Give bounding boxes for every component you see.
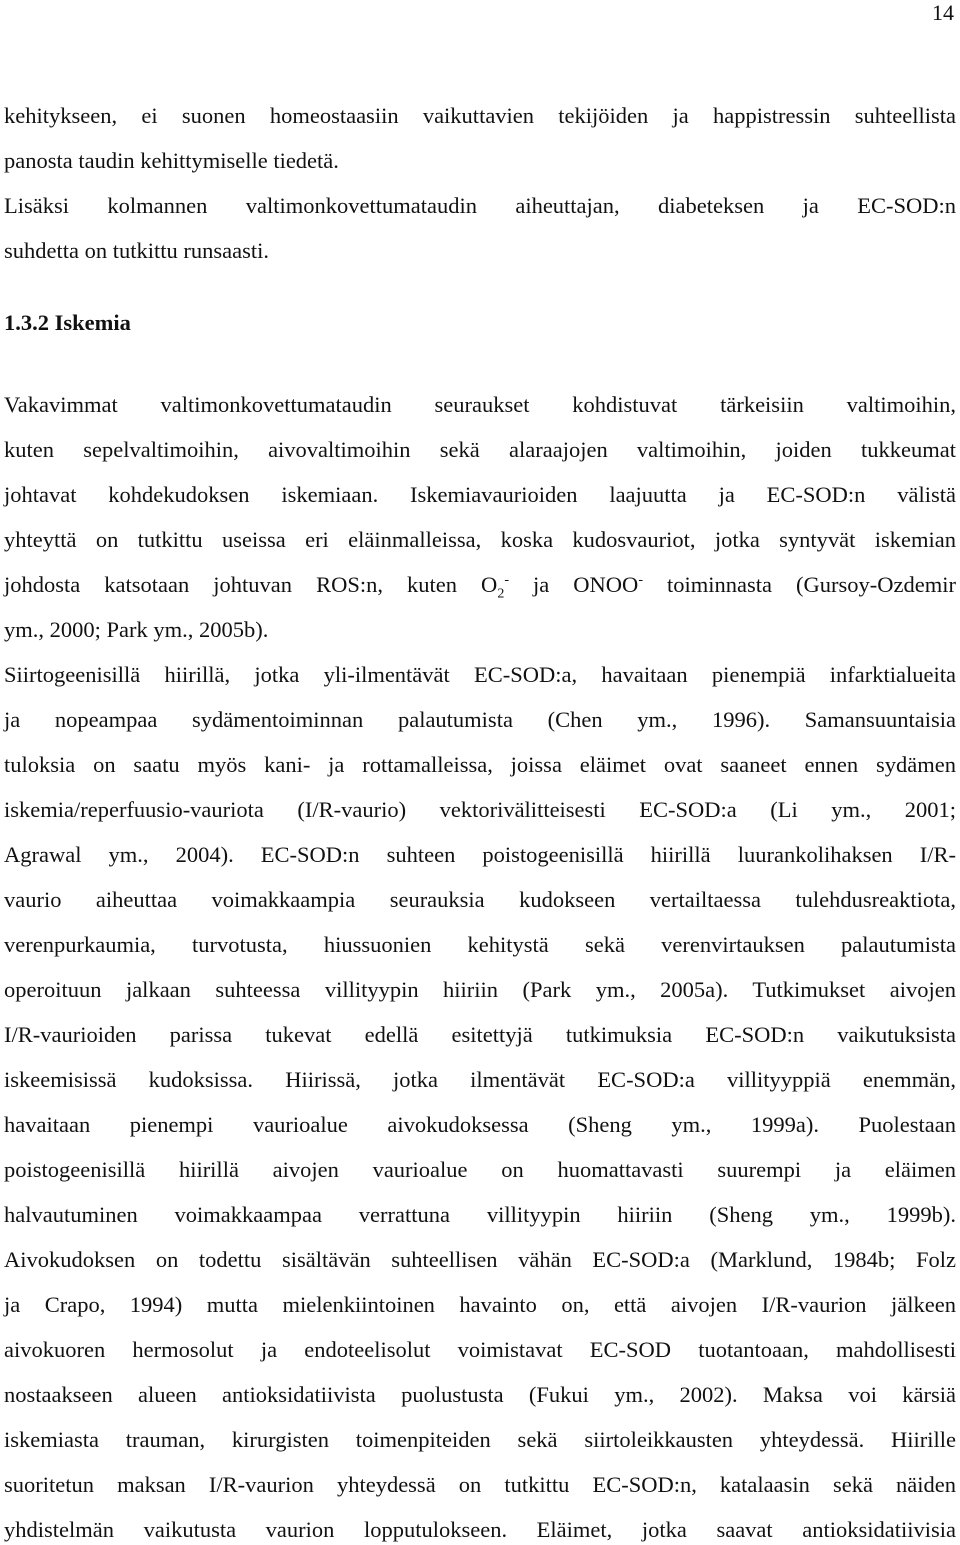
text-line: ja nopeampaa sydämentoiminnan palautumista (Chen ym., 1996). Samansuuntaisia	[4, 707, 956, 732]
onoo-charge-superscript: -	[638, 572, 643, 588]
text-line: aivokuoren hermosolut ja endoteelisolut voimistavat EC-SOD tuotantoaan, mahdollisesti	[4, 1337, 956, 1362]
text-line: iskeemisissä kudoksissa. Hiirissä, jotka ilmentävät EC-SOD:a villityyppiä enemmän,	[4, 1067, 956, 1092]
ros-mid: ja ONOO	[508, 572, 639, 597]
text-line: poistogeenisillä hiirillä aivojen vaurioalue on huomattavasti suurempi ja eläimen	[4, 1157, 956, 1182]
text-line: ym., 2000; Park ym., 2005b).	[4, 617, 269, 642]
text-line: verenpurkaumia, turvotusta, hiussuonien kehitystä sekä verenvirtauksen palautumista	[4, 932, 956, 957]
text-line: yhdistelmän vaikutusta vaurion lopputulokseen. Eläimet, jotka saavat antioksidatiivisia	[4, 1517, 956, 1542]
text-line: I/R-vaurioiden parissa tukevat edellä esitettyjä tutkimuksia EC-SOD:n vaikutuksista	[4, 1022, 956, 1047]
text-line: suhdetta on tutkittu runsaasti.	[4, 238, 269, 263]
text-line: johtavat kohdekudoksen iskemiaan. Iskemiavaurioiden laajuutta ja EC-SOD:n välistä	[4, 482, 956, 507]
page-number: 14	[932, 0, 954, 25]
text-line: Aivokudoksen on todettu sisältävän suhteellisen vähän EC-SOD:a (Marklund, 1984b; Folz	[4, 1247, 956, 1272]
text-line: halvautuminen voimakkaampaa verrattuna villityypin hiiriin (Sheng ym., 1999b).	[4, 1202, 956, 1227]
text-line: vaurio aiheuttaa voimakkaampia seurauksia kudokseen vertailtaessa tulehdusreaktiota,	[4, 887, 956, 912]
text-line: ja Crapo, 1994) mutta mielenkiintoinen havainto on, että aivojen I/R-vaurion jälkeen	[4, 1292, 956, 1317]
text-line: panosta taudin kehittymiselle tiedetä.	[4, 148, 339, 173]
text-line: yhteyttä on tutkittu useissa eri eläinmalleissa, koska kudosvauriot, jotka syntyvät iskemian	[4, 527, 956, 552]
text-line: nostaakseen alueen antioksidatiivista puolustusta (Fukui ym., 2002). Maksa voi kärsiä	[4, 1382, 956, 1407]
text-line: Lisäksi kolmannen valtimonkovettumataudin aiheuttajan, diabeteksen ja EC-SOD:n	[4, 193, 956, 218]
text-line: suoritetun maksan I/R-vaurion yhteydessä on tutkittu EC-SOD:n, katalaasin sekä näiden	[4, 1472, 956, 1497]
text-line: kuten sepelvaltimoihin, aivovaltimoihin sekä alaraajojen valtimoihin, joiden tukkeumat	[4, 437, 956, 462]
section-heading: 1.3.2 Iskemia	[4, 310, 131, 335]
text-line-ros	[4, 570, 956, 600]
text-line: tuloksia on saatu myös kani- ja rottamalleissa, joissa eläimet ovat saaneet ennen sydämen	[4, 752, 956, 777]
ros-after: toiminnasta (Gursoy-Ozdemir	[642, 572, 957, 597]
ros-before: johdosta katsotaan johtuvan ROS:n, kuten O	[4, 572, 498, 597]
o2-charge-superscript: -	[504, 572, 509, 588]
text-line: iskemia/reperfuusio-vauriota (I/R-vaurio) vektorivälitteisesti EC-SOD:a (Li ym., 2001;	[4, 797, 956, 822]
text-line: havaitaan pienempi vaurioalue aivokudoksessa (Sheng ym., 1999a). Puolestaan	[4, 1112, 956, 1137]
text-line: iskemiasta trauman, kirurgisten toimenpiteiden sekä siirtoleikkausten yhteydessä. Hiirille	[4, 1427, 956, 1452]
text-line: Siirtogeenisillä hiirillä, jotka yli-ilmentävät EC-SOD:a, havaitaan pienempiä infarktialueita	[4, 662, 956, 687]
text-line: Agrawal ym., 2004). EC-SOD:n suhteen poistogeenisillä hiirillä luurankolihaksen I/R-	[4, 842, 956, 867]
text-line: operoituun jalkaan suhteessa villityypin hiiriin (Park ym., 2005a). Tutkimukset aivojen	[4, 977, 956, 1002]
o2-subscript: 2	[497, 586, 505, 602]
text-line: kehitykseen, ei suonen homeostaasiin vaikuttavien tekijöiden ja happistressin suhteellista	[4, 103, 956, 128]
text-line: Vakavimmat valtimonkovettumataudin seuraukset kohdistuvat tärkeisiin valtimoihin,	[4, 392, 956, 417]
